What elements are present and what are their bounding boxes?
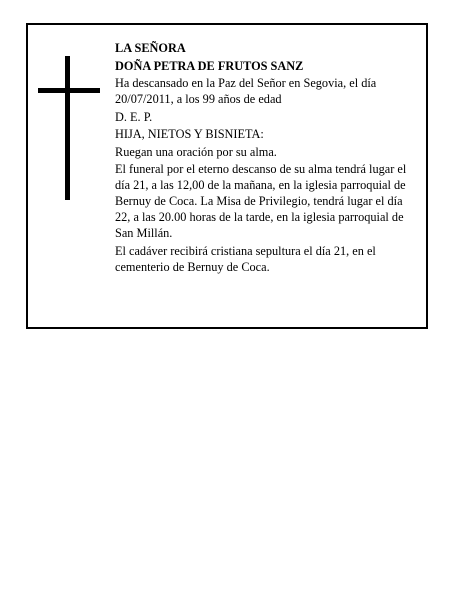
family-line: HIJA, NIETOS Y BISNIETA: — [115, 127, 264, 141]
obituary-notice — [26, 23, 428, 329]
funeral-info: El funeral por el eterno descanso de su alma tendrá lugar el día 21, a las 12,00 de la mañana, en la iglesia parroquial de Bernuy de Coca. La Misa de Privilegio, tendrá lugar el día 22, a las 20.00 horas de la tarde, en la iglesia parroquial de San Millán. — [115, 162, 407, 240]
cross-horizontal-bar — [38, 88, 100, 93]
death-statement: Ha descansado en la Paz del Señor en Segovia, el día 20/07/2011, a los 99 años de edad — [115, 76, 377, 106]
cross-vertical-bar — [65, 56, 70, 200]
cross-icon — [38, 56, 100, 200]
prayer-request: Ruegan una oración por su alma. — [115, 144, 277, 159]
burial-info: El cadáver recibirá cristiana sepultura el día 21, en el cementerio de Bernuy de Coca. — [115, 243, 376, 274]
obituary-text — [115, 40, 415, 276]
deceased-name: DOÑA PETRA DE FRUTOS SANZ — [115, 58, 304, 73]
rip-text: D. E. P. — [115, 109, 153, 124]
notice-title-line1: LA SEÑORA — [115, 41, 186, 55]
